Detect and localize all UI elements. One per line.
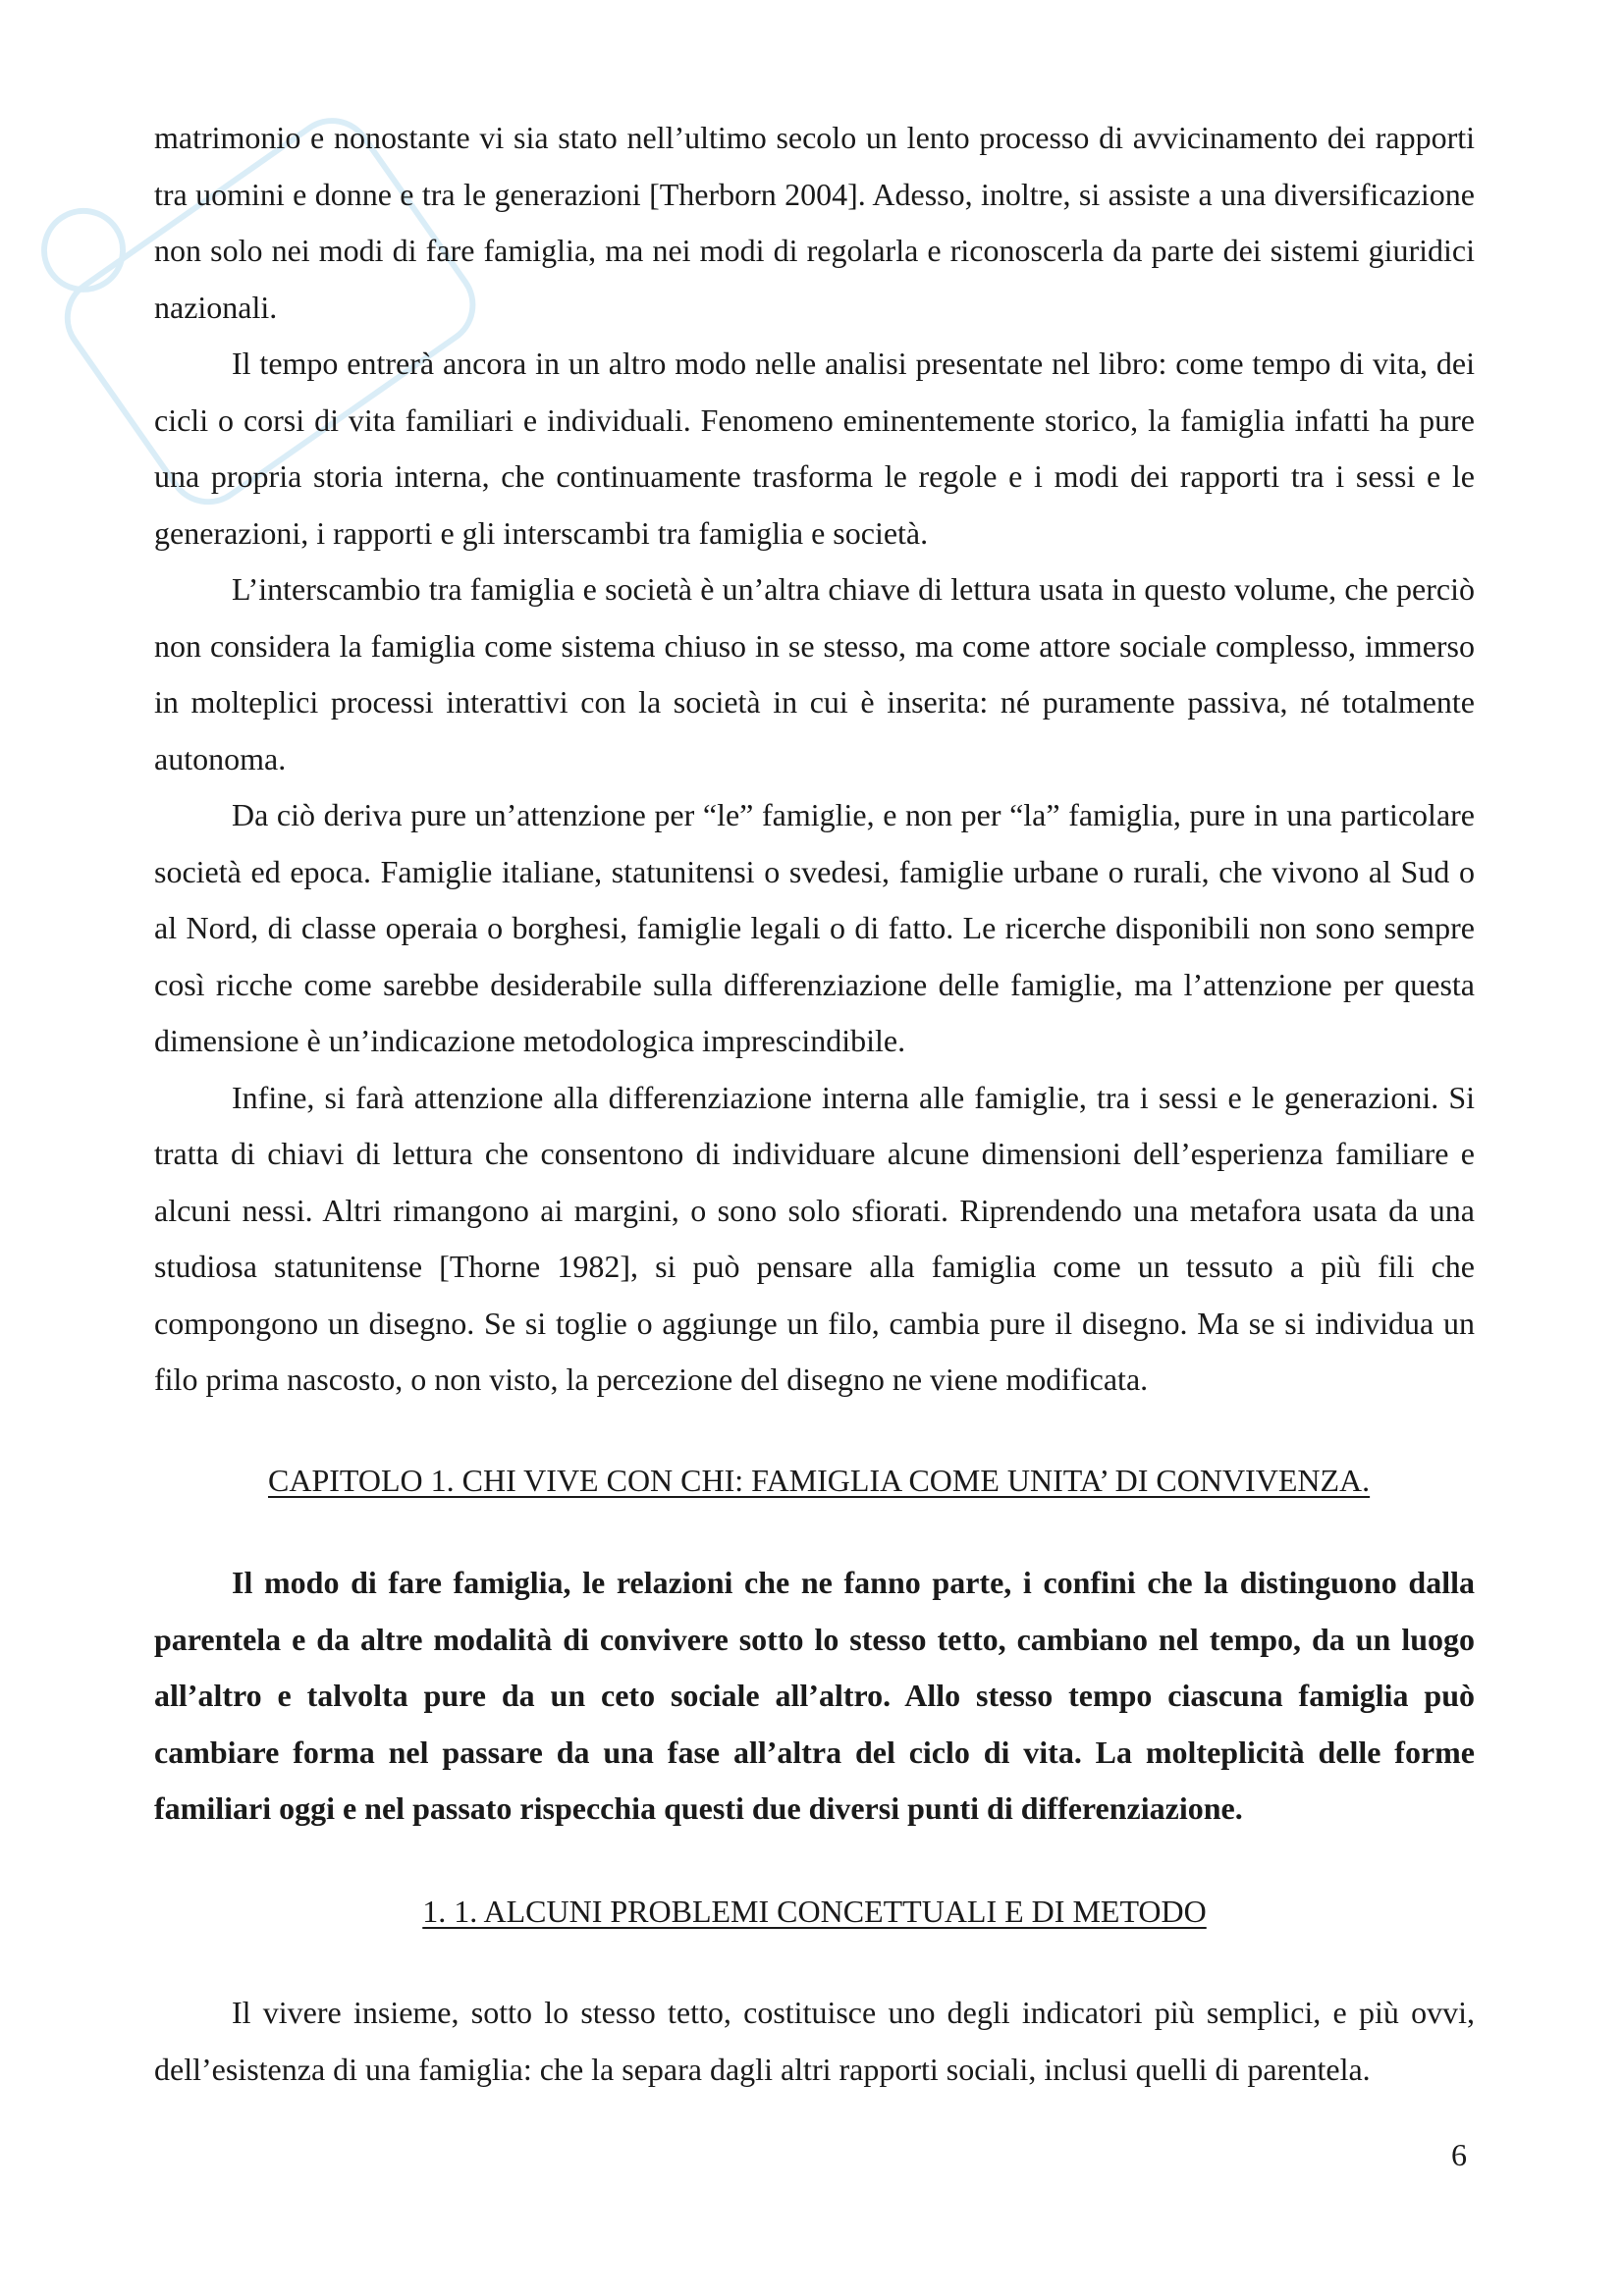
page-content: [154, 110, 1475, 2098]
paragraph-interscambio: L’interscambio tra famiglia e società è un’altra chiave di lettura usata in questo volume, che perciò non considera la famiglia come sistema chiuso in se stesso, ma come attore sociale complesso, immerso in molteplici processi interattivi con la società in cui è inserita: né puramente passiva, né totalmente autonoma.: [154, 571, 1475, 776]
paragraph-le-famiglie: Da ciò deriva pure un’attenzione per “le” famiglie, e non per “la” famiglia, pure in una particolare società ed epoca. Famiglie italiane, statunitensi o svedesi, famiglie urbane o rurali, che vivono al Sud o al Nord, di classe operaia o borghesi, famiglie legali o di fatto. Le ricerche disponibili non sono sempre così ricche come sarebbe desiderabile sulla differenziazione delle famiglie, ma l’attenzione per questa dimensione è un’indicazione metodologica imprescindibile.: [154, 797, 1475, 1058]
section-heading: 1. 1. ALCUNI PROBLEMI CONCETTUALI E DI METODO: [422, 1893, 1207, 1929]
page-number: 6: [1451, 2137, 1467, 2172]
section-paragraph: Il vivere insieme, sotto lo stesso tetto, costituisce uno degli indicatori più semplici, e più ovvi, dell’esistenza di una famiglia: che la separa dagli altri rapporti sociali, inclusi quelli di parentela.: [154, 1995, 1475, 2087]
paragraph-continuation: matrimonio e nonostante vi sia stato nell’ultimo secolo un lento processo di avvicinamento dei rapporti tra uomini e donne e tra le generazioni [Therborn 2004]. Adesso, inoltre, si assiste a una diversificazione non solo nei modi di fare famiglia, ma nei modi di regolarla e riconoscerla da parte dei sistemi giuridici nazionali.: [154, 120, 1475, 325]
paragraph-differenziazione: Infine, si farà attenzione alla differenziazione interna alle famiglie, tra i sessi e le generazioni. Si tratta di chiavi di lettura che consentono di individuare alcune dimensioni dell’esperienza familiare e alcuni nessi. Altri rimangono ai margini, o sono solo sfiorati. Riprendendo una metafora usata da una studiosa statunitense [Thorne 1982], si può pensare alla famiglia come un tessuto a più fili che compongono un disegno. Se si toglie o aggiunge un filo, cambia pure il disegno. Ma se si individua un filo prima nascosto, o non visto, la percezione del disegno ne viene modificata.: [154, 1079, 1475, 1397]
chapter-abstract: Il modo di fare famiglia, le relazioni che ne fanno parte, i confini che la distinguono dalla parentela e da altre modalità di convivere sotto lo stesso tetto, cambiano nel tempo, da un luogo all’altro e talvolta pure da un ceto sociale all’altro. Allo stesso tempo ciascuna famiglia può cambiare forma nel passare da una fase all’altra del ciclo di vita. La molteplicità delle forme familiari oggi e nel passato rispecchia questi due diversi punti di differenziazione.: [154, 1565, 1475, 1826]
paragraph-tempo-di-vita: Il tempo entrerà ancora in un altro modo nelle analisi presentate nel libro: come tempo di vita, dei cicli o corsi di vita familiari e individuali. Fenomeno eminentemente storico, la famiglia infatti ha pure una propria storia interna, che continuamente trasforma le regole e i modi dei rapporti tra i sessi e le generazioni, i rapporti e gli interscambi tra famiglia e società.: [154, 346, 1475, 551]
chapter-heading: CAPITOLO 1. CHI VIVE CON CHI: FAMIGLIA COME UNITA’ DI CONVIVENZA.: [268, 1462, 1371, 1498]
